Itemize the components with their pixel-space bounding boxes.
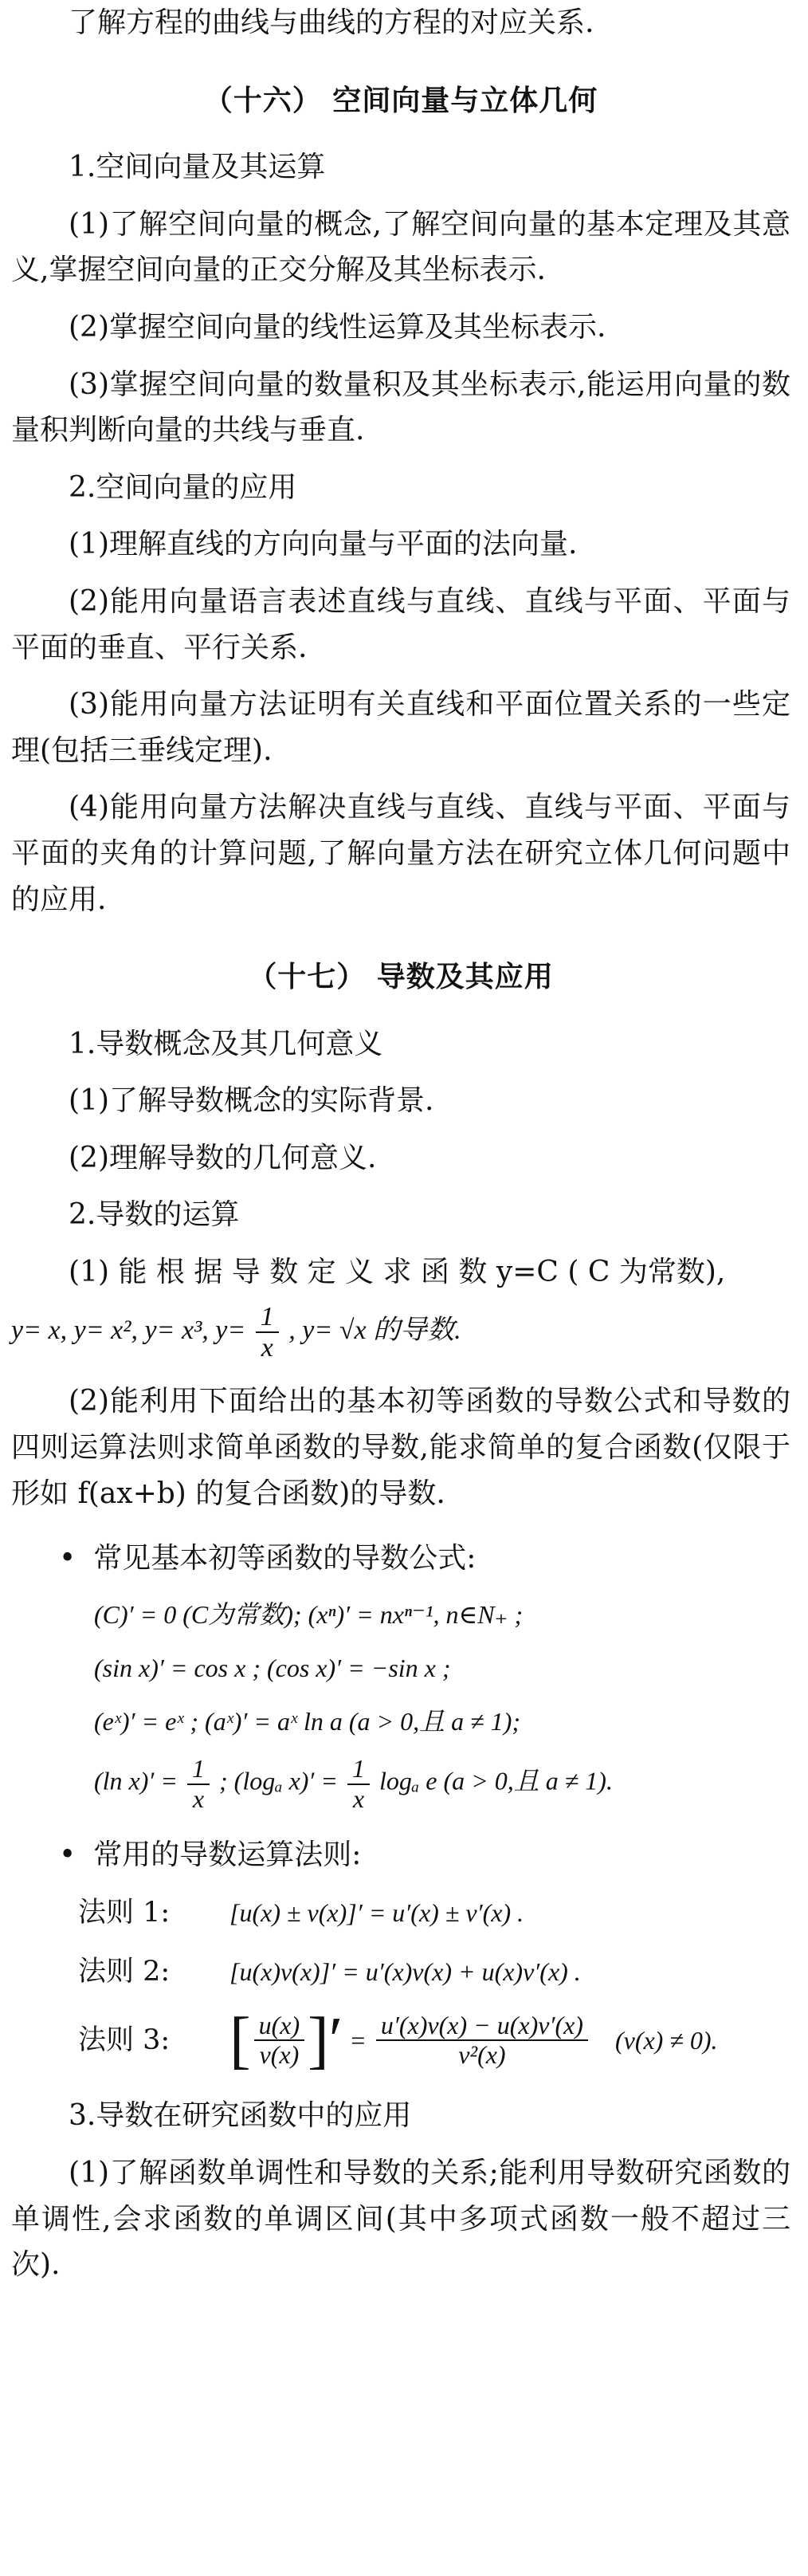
- rule-2-formula: [u(x)v(x)]′ = u′(x)v(x) + u(x)v′(x) .: [229, 1957, 581, 1986]
- fraction-denominator: v²(x): [458, 2040, 506, 2070]
- fraction-denominator: x: [192, 1784, 205, 1813]
- equals-sign: =: [349, 2025, 367, 2055]
- fraction-numerator: 1: [347, 1755, 370, 1784]
- formula-line-4: [94, 1755, 790, 1812]
- section-17-paragraph-3: (1) 能 根 据 导 数 定 义 求 函 数 y=C ( C 为常数),: [69, 1256, 726, 1289]
- formula-line-3: (eˣ)′ = eˣ ; (aˣ)′ = aˣ ln a (a > 0,且 a ≠ 1);: [94, 1707, 521, 1736]
- section-17-paragraph-5: (1)了解函数单调性和导数的关系;能利用导数研究函数的单调性,会求函数的单调区间(其中多项式函数一般不超过三次).: [11, 2156, 790, 2282]
- section-17-heading-1: 1.导数概念及其几何意义: [69, 1027, 383, 1060]
- section-17-title: （十七） 导数及其应用: [248, 960, 554, 994]
- fraction-denominator: x: [352, 1784, 365, 1813]
- section-17-paragraph-2: (2)理解导数的几何意义.: [69, 1141, 377, 1174]
- rule-1-formula: [u(x) ± v(x)]′ = u′(x) ± v′(x) .: [229, 1898, 524, 1927]
- rule-3-formula: [229, 2005, 718, 2076]
- bullet-derivative-rules: • 常用的导数运算法则:: [59, 1832, 790, 1878]
- rule-3-lhs-fraction: [254, 2012, 305, 2069]
- section-16-heading-1: 1.空间向量及其运算: [69, 151, 326, 184]
- rule-1: [78, 1890, 790, 1935]
- section-16-paragraph-4: (1)理解直线的方向向量与平面的法向量.: [69, 528, 578, 561]
- left-bracket: [: [229, 2005, 251, 2076]
- fraction-numerator: 1: [256, 1302, 279, 1333]
- rule-3: [78, 2005, 790, 2076]
- formula-4-fraction-1: [187, 1755, 210, 1812]
- formula-4-part-b: ; (logₐ x)′ =: [219, 1766, 339, 1795]
- section-16-paragraph-7: (4)能用向量方法解决直线与直线、直线与平面、平面与平面的夹角的计算问题,了解向量方法在研究立体几何问题中的应用.: [11, 791, 790, 916]
- section-16-paragraph-1: (1)了解空间向量的概念,了解空间向量的基本定理及其意义,掌握空间向量的正交分解及其坐标表示.: [11, 207, 790, 287]
- basic-functions-prefix: y= x, y= x², y= x³, y=: [11, 1315, 246, 1345]
- section-17-heading-2: 2.导数的运算: [69, 1198, 240, 1232]
- section-16-paragraph-5: (2)能用向量语言表述直线与直线、直线与平面、平面与平面的垂直、平行关系.: [11, 584, 790, 664]
- section-17-paragraph-4: (2)能利用下面给出的基本初等函数的导数公式和导数的四则运算法则求简单函数的导数,能求简单的复合函数(仅限于形如 f(ax+b) 的复合函数)的导数.: [11, 1385, 790, 1510]
- fraction-numerator: u′(x)v(x) − u(x)v′(x): [376, 2012, 588, 2041]
- fraction-denominator: x: [261, 1333, 273, 1363]
- rule-1-label: 法则 1:: [78, 1897, 171, 1929]
- rule-3-rhs-fraction: [376, 2012, 588, 2069]
- formula-line-2: (sin x)′ = cos x ; (cos x)′ = −sin x ;: [94, 1654, 451, 1682]
- section-17-heading-3: 3.导数在研究函数中的应用: [69, 2099, 412, 2133]
- formula-4-part-a: (ln x)′ =: [94, 1766, 178, 1795]
- fraction-numerator: 1: [187, 1755, 210, 1784]
- section-16-paragraph-6: (3)能用向量方法证明有关直线和平面位置关系的一些定理(包括三垂线定理).: [11, 688, 790, 767]
- section-16-title: （十六） 空间向量与立体几何: [203, 83, 598, 117]
- fraction-denominator: v(x): [259, 2040, 300, 2070]
- basic-functions-formula: [11, 1302, 790, 1363]
- rule-2-label: 法则 2:: [78, 1956, 171, 1988]
- bullet-derivative-formulas: • 常见基本初等函数的导数公式:: [59, 1536, 790, 1582]
- formula-line-1: (C)′ = 0 (C为常数); (xⁿ)′ = nxⁿ⁻¹, n∈N₊ ;: [94, 1599, 524, 1629]
- one-over-x-fraction: [256, 1302, 279, 1363]
- section-16-paragraph-2: (2)掌握空间向量的线性运算及其坐标表示.: [69, 310, 606, 344]
- rule-3-condition: (v(x) ≠ 0).: [614, 2025, 718, 2055]
- fraction-numerator: u(x): [254, 2012, 305, 2041]
- section-17-paragraph-1: (1)了解导数概念的实际背景.: [69, 1084, 434, 1118]
- section-16-heading-2: 2.空间向量的应用: [69, 470, 297, 504]
- rule-3-label: 法则 3:: [78, 2024, 171, 2057]
- formula-4-part-c: logₐ e (a > 0,且 a ≠ 1).: [379, 1766, 613, 1795]
- formula-4-fraction-2: [347, 1755, 370, 1812]
- section-16-paragraph-3: (3)掌握空间向量的数量积及其坐标表示,能运用向量的数量积判断向量的共线与垂直.: [11, 368, 790, 447]
- basic-functions-suffix: , y= √x 的导数.: [288, 1315, 461, 1345]
- right-bracket: ]′: [308, 2005, 343, 2076]
- rule-2: [78, 1949, 790, 1994]
- intro-line: 了解方程的曲线与曲线的方程的对应关系.: [69, 6, 594, 39]
